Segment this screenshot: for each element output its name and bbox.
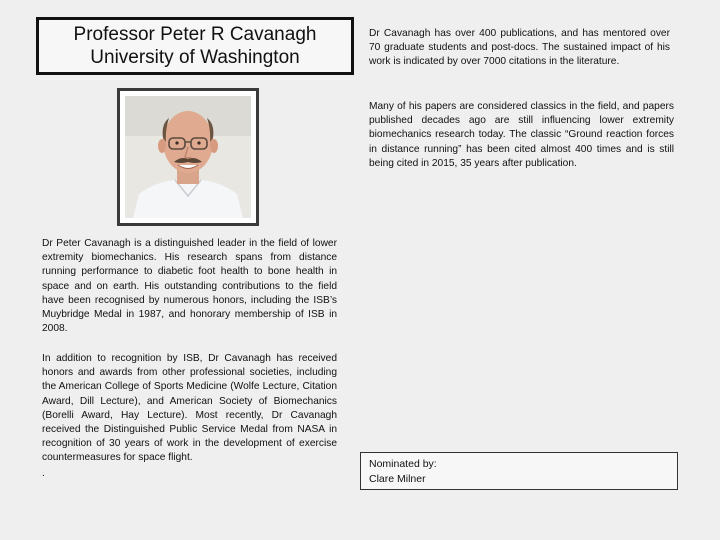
- title-box: [36, 17, 354, 75]
- nominated-by-label: Nominated by:: [369, 458, 437, 470]
- title-affiliation: University of Washington: [90, 47, 300, 68]
- nominator-name: Clare Milner: [369, 473, 426, 485]
- portrait-photo: [117, 88, 259, 226]
- introduction-paragraph: Dr Peter Cavanagh is a distinguished leader in the field of lower extremity biomechanics. His research spans from distance running performance to diabetic foot health to bone health in space and on earth. His outstanding contributions to the field have been recognised by numerous honors, including the ISB’s Muybridge Medal in 1987, and honorary membership of ISB in 2008.: [42, 238, 337, 335]
- awards-paragraph: In addition to recognition by ISB, Dr Cavanagh has received honors and awards from other professional societies, including the American College of Sports Medicine (Wolfe Lecture, Citation Award, Dill Lecture), and American Society of Biomechanics (Borelli Award, Hay Lecture). Most recently, Dr Cavanagh received the Distinguished Public Service Medal from NASA in recognition of 30 years of work in the development of exercise countermeasures for space flight.: [42, 353, 337, 464]
- title-name: Professor Peter R Cavanagh: [73, 24, 317, 45]
- nomination-box: [360, 452, 678, 490]
- trailing-period: .: [42, 468, 45, 479]
- publications-paragraph: Dr Cavanagh has over 400 publications, and has mentored over 70 graduate students and post-docs. The sustained impact of his work is indicated by over 7000 citations in the literature.: [369, 28, 670, 68]
- classic-papers-paragraph: Many of his papers are considered classics in the field, and papers published decades ago are still influencing lower extremity biomechanics research today. The classic “Ground reaction forces in distance running” has been cited almost 400 times and is still being cited in 2015, 35 years after publication.: [369, 101, 674, 169]
- portrait-illustration: [125, 96, 251, 218]
